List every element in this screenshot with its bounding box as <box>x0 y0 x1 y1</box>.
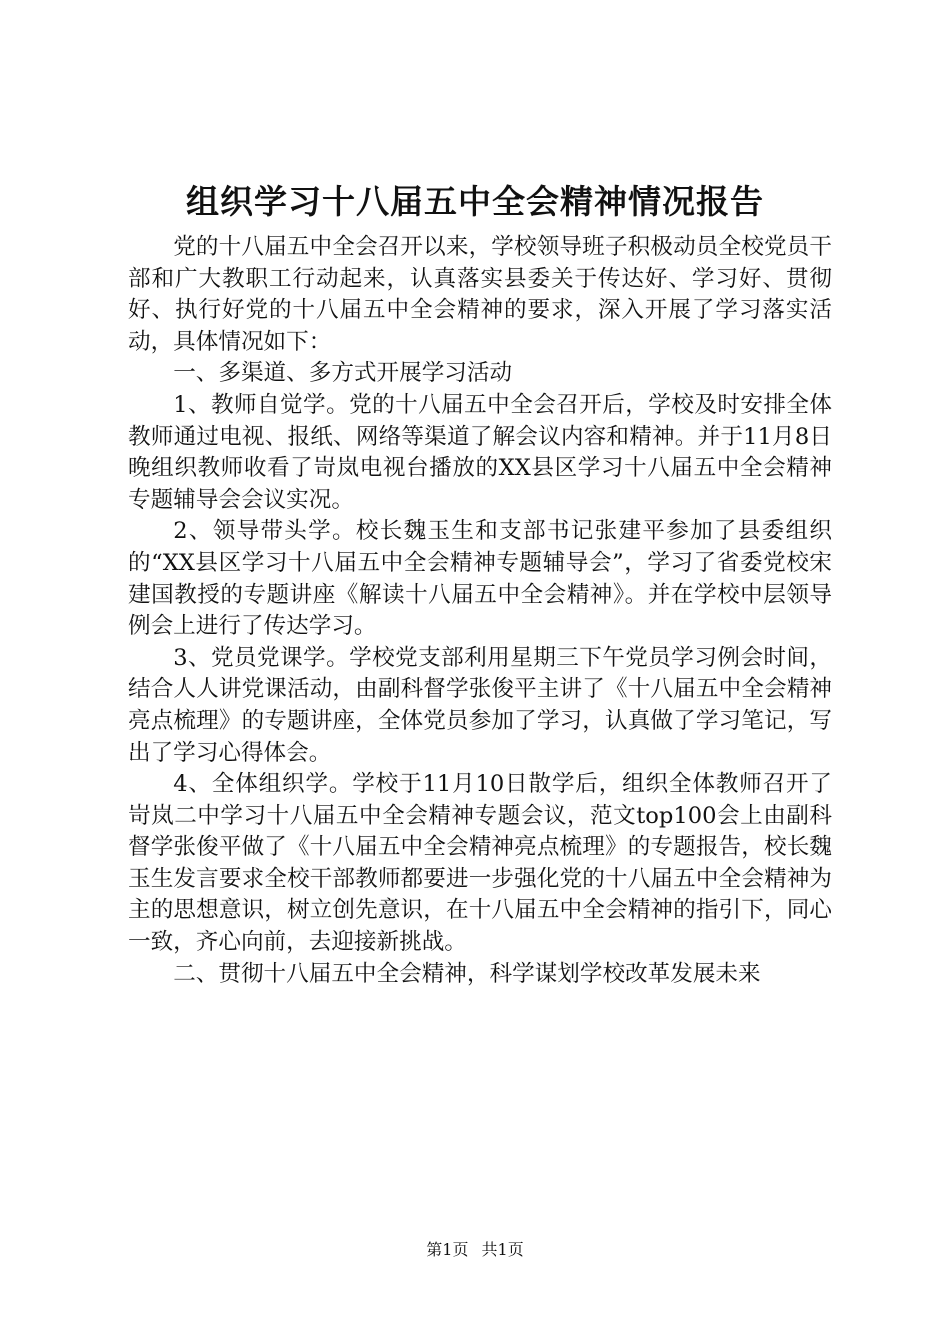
section-heading-2: 二、贯彻十八届五中全会精神，科学谋划学校改革发展未来 <box>173 960 761 987</box>
page-footer <box>0 1239 950 1261</box>
page-number: 第1页 <box>426 1240 469 1259</box>
item-paragraph-2: 2、领导带头学。校长魏玉生和支部书记张建平参加了县委组织的“XX县区学习十八届五中全会精神专题辅导会”，学习了省委党校宋建国教授的专题讲座《解读十八届五中全会精神》。并在学校中层领导例会上进行了传达学习。 <box>128 518 832 640</box>
item-paragraph-3: 3、党员党课学。学校党支部利用星期三下午党员学习例会时间，结合人人讲党课活动，由副科督学张俊平主讲了《十八届五中全会精神亮点梳理》的专题讲座，全体党员参加了学习，认真做了学习笔记，写出了学习心得体会。 <box>128 644 832 766</box>
item-paragraph-4: 4、全体组织学。学校于11月10日散学后，组织全体教师召开了岢岚二中学习十八届五中全会精神专题会议，范文top100会上由副科督学张俊平做了《十八届五中全会精神亮点梳理》的专题报告，校长魏玉生发言要求全校干部教师都要进一步强化党的十八届五中全会精神为主的思想意识，树立创先意识，在十八届五中全会精神的指引下，同心一致，齐心向前，去迎接新挑战。 <box>128 771 832 956</box>
intro-paragraph: 党的十八届五中全会召开以来，学校领导班子积极动员全校党员干部和广大教职工行动起来，认真落实县委关于传达好、学习好、贯彻好、执行好党的十八届五中全会精神的要求，深入开展了学习落实活动，具体情况如下： <box>128 234 832 355</box>
item-paragraph-1: 1、教师自觉学。党的十八届五中全会召开后，学校及时安排全体教师通过电视、报纸、网络等渠道了解会议内容和精神。并于11月8日晚组织教师收看了岢岚电视台播放的XX县区学习十八届五中全会精神专题辅导会会议实况。 <box>128 391 832 513</box>
document-body <box>128 232 832 990</box>
section-heading-1: 一、多渠道、多方式开展学习活动 <box>173 360 513 387</box>
document-title: 组织学习十八届五中全会精神情况报告 <box>186 182 764 221</box>
page-total: 共1页 <box>481 1240 524 1259</box>
